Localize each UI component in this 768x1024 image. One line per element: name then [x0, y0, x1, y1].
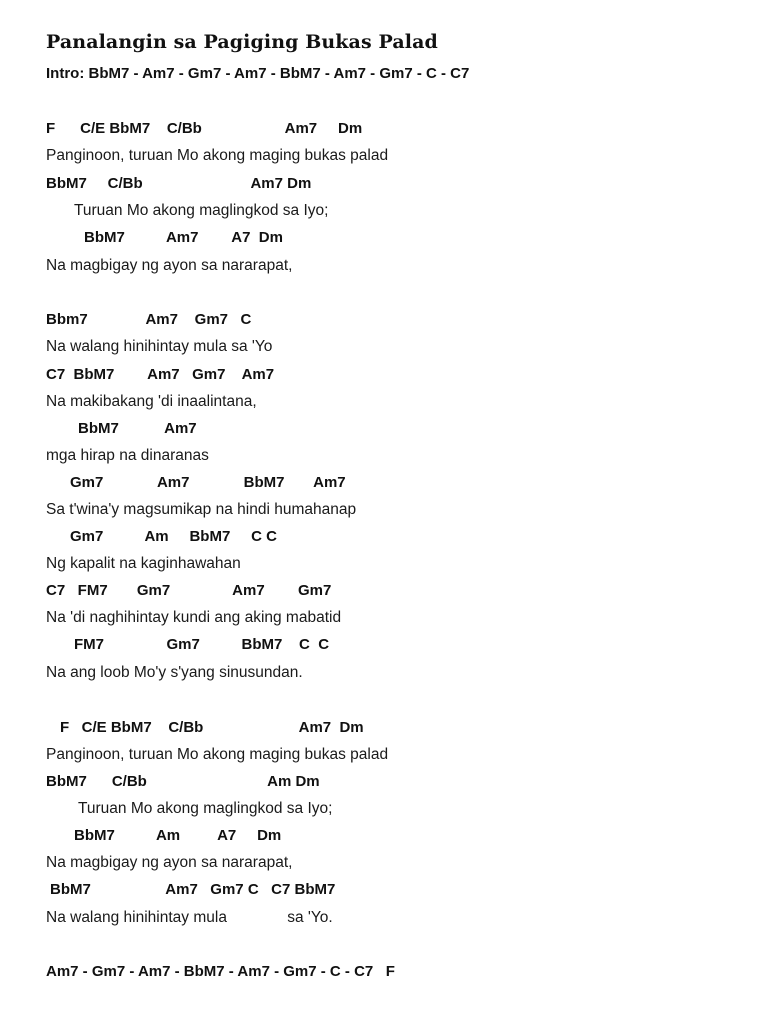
verse2-chord-line-1: Bbm7 Am7 Gm7 C: [46, 311, 252, 328]
verse1-lyric-line-3: Na magbigay ng ayon sa nararapat,: [46, 257, 293, 274]
verse3-chord-line-4: BbM7 Am7 Gm7 C C7 BbM7: [50, 881, 336, 898]
song-title: Panalangin sa Pagiging Bukas Palad: [46, 31, 438, 53]
verse2-lyric-line-3: mga hirap na dinaranas: [46, 447, 209, 464]
verse1-chord-line-3: BbM7 Am7 A7 Dm: [84, 229, 283, 246]
verse2-chord-line-3: BbM7 Am7: [78, 420, 197, 437]
verse2-lyric-line-7: Na ang loob Mo'y s'yang sinusundan.: [46, 664, 303, 681]
verse2-lyric-line-2: Na makibakang 'di inaalintana,: [46, 393, 257, 410]
verse3-lyric-line-4: Na walang hinihintay mula sa 'Yo.: [46, 909, 333, 926]
verse1-lyric-line-2: Turuan Mo akong maglingkod sa Iyo;: [74, 202, 329, 219]
verse1-chord-line-1: F C/E BbM7 C/Bb Am7 Dm: [46, 120, 363, 137]
verse2-lyric-line-1: Na walang hinihintay mula sa 'Yo: [46, 338, 273, 355]
verse3-chord-line-3: BbM7 Am A7 Dm: [74, 827, 282, 844]
verse2-chord-line-7: FM7 Gm7 BbM7 C C: [74, 636, 330, 653]
verse3-chord-line-2: BbM7 C/Bb Am Dm: [46, 773, 320, 790]
verse1-chord-line-2: BbM7 C/Bb Am7 Dm: [46, 175, 312, 192]
verse2-lyric-line-6: Na 'di naghihintay kundi ang aking mabatid: [46, 609, 342, 626]
verse1-lyric-line-1: Panginoon, turuan Mo akong maging bukas palad: [46, 147, 389, 164]
verse3-lyric-line-3: Na magbigay ng ayon sa nararapat,: [46, 854, 293, 871]
intro-chords: Intro: BbM7 - Am7 - Gm7 - Am7 - BbM7 - Am7 - Gm7 - C - C7: [46, 65, 470, 82]
verse2-lyric-line-5: Ng kapalit na kaginhawahan: [46, 555, 241, 572]
verse2-chord-line-5: Gm7 Am BbM7 C C: [70, 528, 277, 545]
verse2-lyric-line-4: Sa t'wina'y magsumikap na hindi humahanap: [46, 501, 357, 518]
outro-chords: Am7 - Gm7 - Am7 - BbM7 - Am7 - Gm7 - C - C7 F: [46, 963, 395, 980]
verse3-lyric-line-1: Panginoon, turuan Mo akong maging bukas palad: [46, 746, 389, 763]
verse2-chord-line-6: C7 FM7 Gm7 Am7 Gm7: [46, 582, 332, 599]
verse2-chord-line-2: C7 BbM7 Am7 Gm7 Am7: [46, 366, 275, 383]
verse3-lyric-line-2: Turuan Mo akong maglingkod sa Iyo;: [78, 800, 333, 817]
verse3-chord-line-1: F C/E BbM7 C/Bb Am7 Dm: [60, 719, 364, 736]
verse2-chord-line-4: Gm7 Am7 BbM7 Am7: [70, 474, 346, 491]
